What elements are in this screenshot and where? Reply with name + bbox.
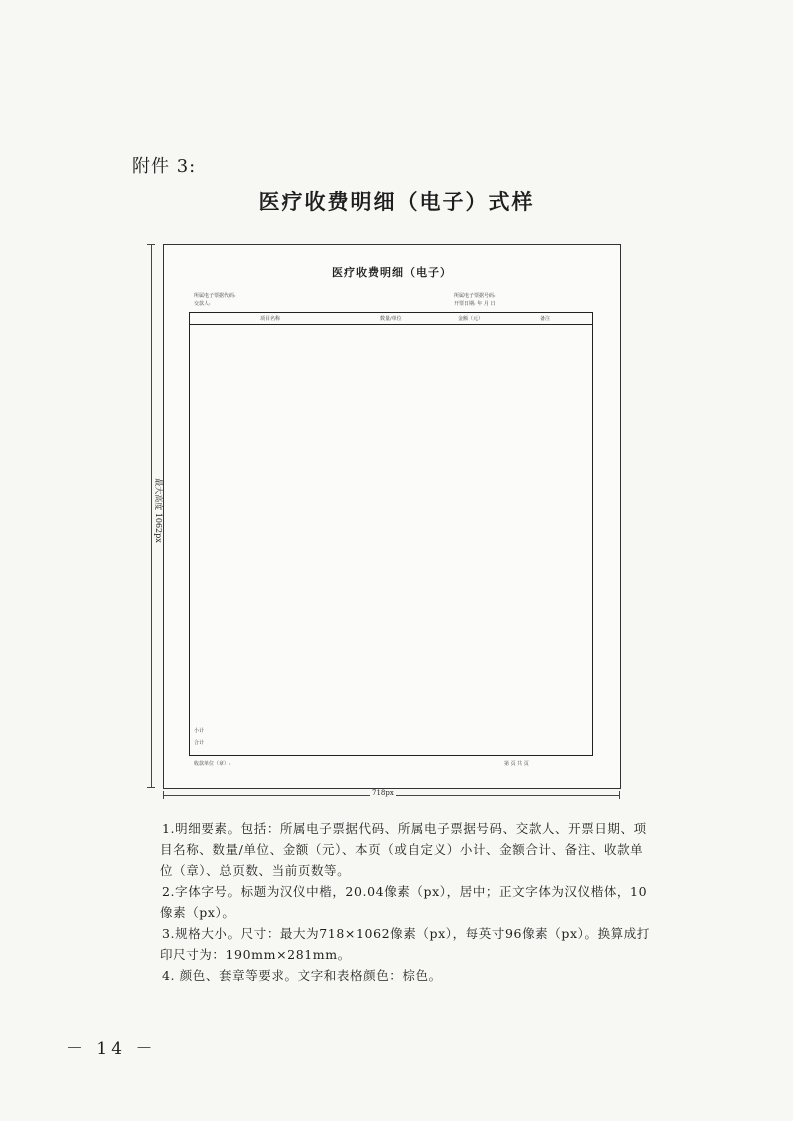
sample-title: 医疗收费明细（电子） bbox=[332, 266, 452, 279]
width-dimension-label: 718px bbox=[372, 789, 394, 797]
page-number: － 14 － bbox=[66, 1039, 157, 1059]
invoice-date-label: 开票日期: 年 月 日 bbox=[454, 301, 496, 307]
notes-section bbox=[160, 818, 650, 986]
sample-sheet bbox=[163, 244, 621, 789]
detail-table bbox=[189, 312, 593, 756]
attachment-label: 附件 3: bbox=[132, 156, 197, 177]
width-dimension-tick-right bbox=[619, 791, 620, 799]
height-dimension-tick-top bbox=[147, 244, 155, 245]
subtotal-label: 小计 bbox=[194, 728, 205, 734]
column-amount: 金额（元） bbox=[458, 316, 484, 322]
payer-label: 交款人: bbox=[194, 301, 211, 307]
width-dimension-tick-left bbox=[163, 791, 164, 799]
note-item: 4. 颜色、套章等要求。文字和表格颜色：棕色。 bbox=[162, 968, 442, 983]
note-item: 2.字体字号。标题为汉仪中楷，20.04像素（px），居中；正文字体为汉仪楷体，10像素（px）。 bbox=[160, 884, 648, 920]
note-item: 3.规格大小。尺寸：最大为718×1062像素（px），每英寸96像素（px）。换算成打印尺寸为：190mm×281mm。 bbox=[160, 926, 650, 962]
page-title: 医疗收费明细（电子）式样 bbox=[258, 190, 535, 214]
column-remark: 备注 bbox=[540, 316, 551, 322]
height-dimension-label: 最大高度 1062px bbox=[153, 478, 163, 543]
receiving-unit-label: 收款单位（章）: bbox=[194, 761, 231, 767]
height-dimension-tick-bottom bbox=[147, 787, 155, 788]
table-header bbox=[190, 313, 592, 325]
column-quantity-unit: 数量/单位 bbox=[380, 316, 402, 322]
page-count-label: 第 页 共 页 bbox=[504, 761, 529, 767]
note-item: 1.明细要素。包括：所属电子票据代码、所属电子票据号码、交款人、开票日期、项目名称、数量/单位、金额（元）、本页（或自定义）小计、金额合计、备注、收款单位（章）、总页数、当前页数等。 bbox=[160, 821, 647, 878]
invoice-code-label: 所属电子票据代码: bbox=[194, 293, 236, 299]
invoice-number-label: 所属电子票据号码: bbox=[454, 293, 496, 299]
total-label: 合计 bbox=[194, 740, 205, 746]
column-item-name: 项目名称 bbox=[260, 316, 281, 322]
